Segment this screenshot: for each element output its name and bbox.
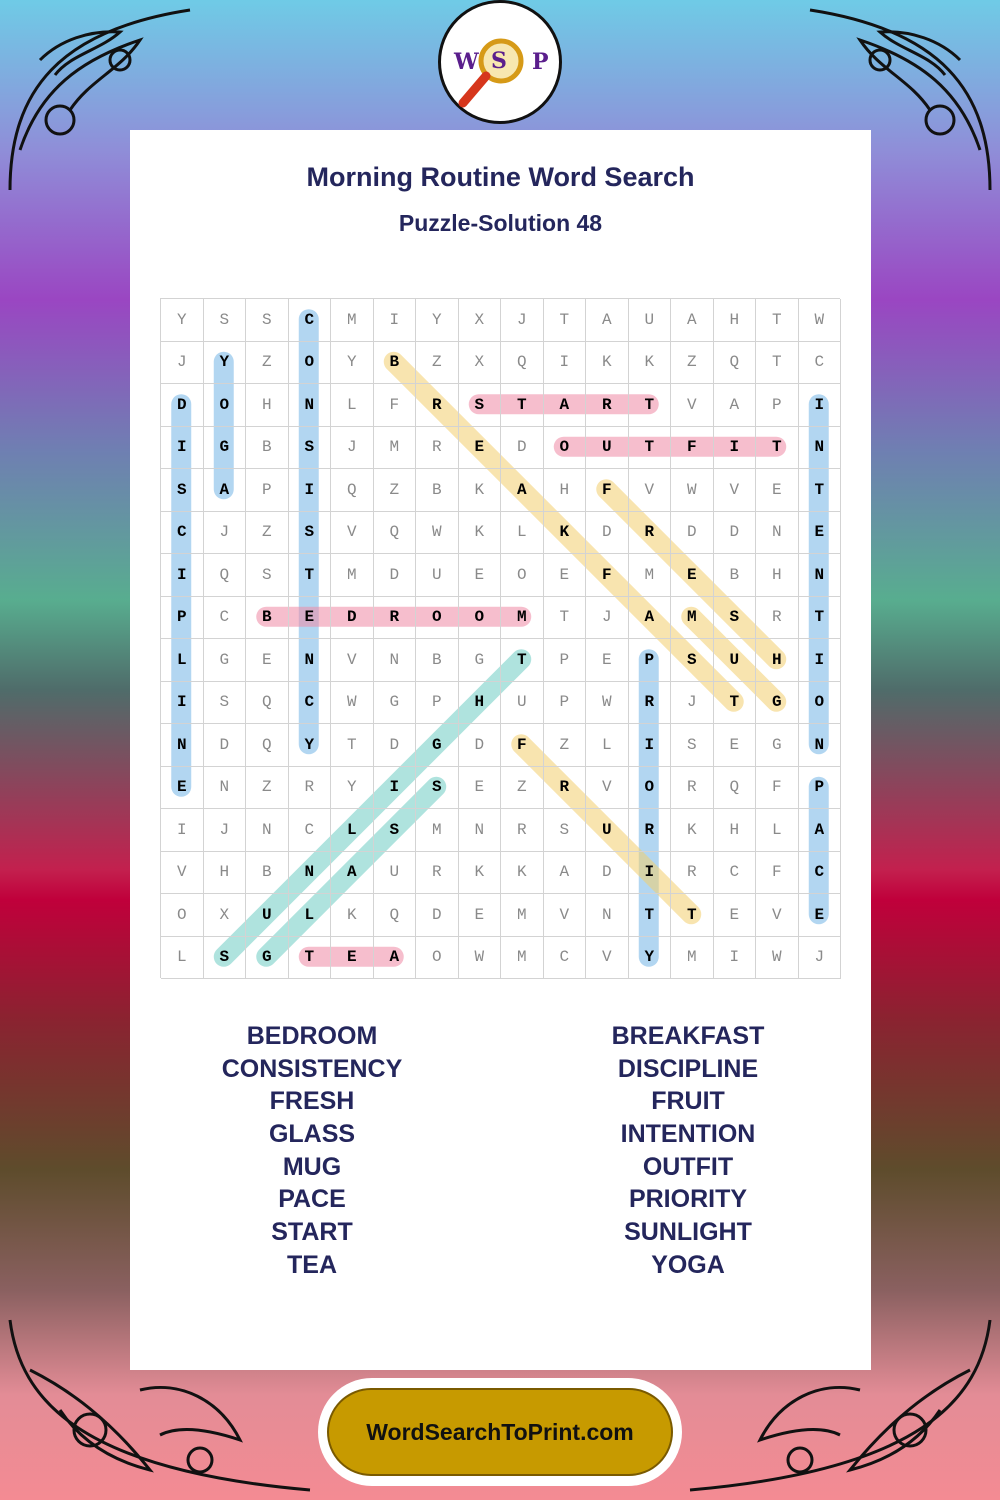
grid-cell[interactable]: I — [161, 427, 204, 470]
grid-cell[interactable]: E — [246, 639, 289, 682]
grid-cell[interactable]: U — [246, 894, 289, 937]
grid-cell[interactable]: V — [586, 937, 629, 980]
grid-cell[interactable]: U — [501, 682, 544, 725]
word-list-item: DISCIPLINE — [617, 1054, 759, 1083]
grid-cell[interactable]: Y — [416, 299, 459, 342]
grid-cell[interactable]: V — [629, 469, 672, 512]
grid-cell[interactable]: G — [756, 724, 799, 767]
grid-cell[interactable]: X — [204, 894, 247, 937]
grid-cell[interactable]: K — [544, 512, 587, 555]
grid-cell[interactable]: W — [459, 937, 502, 980]
grid-cell[interactable]: E — [331, 937, 374, 980]
grid-cell[interactable]: Z — [671, 342, 714, 385]
grid-cell[interactable]: L — [161, 937, 204, 980]
grid-cell[interactable]: U — [374, 852, 417, 895]
grid-cell[interactable]: P — [246, 469, 289, 512]
word-list-item: CONSISTENCY — [221, 1054, 403, 1083]
grid-cell[interactable]: P — [544, 682, 587, 725]
grid-cell[interactable]: I — [374, 767, 417, 810]
grid-cell[interactable]: K — [331, 894, 374, 937]
grid-cell[interactable]: D — [586, 512, 629, 555]
word-list-item: FRESH — [269, 1087, 355, 1116]
grid-cell[interactable]: O — [289, 342, 332, 385]
word-list-item: GLASS — [268, 1120, 356, 1149]
grid-cell[interactable]: E — [459, 767, 502, 810]
grid-cell[interactable]: M — [501, 937, 544, 980]
grid-cell[interactable]: Z — [246, 342, 289, 385]
word-list-item: BREAKFAST — [611, 1022, 765, 1050]
grid-cell[interactable]: E — [586, 639, 629, 682]
grid-cell[interactable]: N — [161, 724, 204, 767]
word-list-item: PACE — [278, 1185, 346, 1214]
grid-cell[interactable]: D — [459, 724, 502, 767]
grid-cell[interactable]: Q — [501, 342, 544, 385]
grid-cell[interactable]: T — [544, 597, 587, 640]
grid-cell[interactable]: T — [756, 342, 799, 385]
grid-cell[interactable]: M — [629, 554, 672, 597]
grid-cell[interactable]: V — [331, 639, 374, 682]
grid-cell[interactable]: T — [799, 469, 842, 512]
grid-cell[interactable]: F — [671, 427, 714, 470]
grid-cell[interactable]: Y — [629, 937, 672, 980]
grid-cell[interactable]: D — [204, 724, 247, 767]
grid-cell[interactable]: H — [756, 554, 799, 597]
grid-cell[interactable]: S — [289, 427, 332, 470]
grid-cell[interactable]: Y — [331, 342, 374, 385]
grid-cell[interactable]: O — [799, 682, 842, 725]
grid-cell[interactable]: O — [204, 384, 247, 427]
site-logo[interactable] — [438, 0, 562, 124]
word-list-item: TEA — [287, 1250, 337, 1279]
grid-cell[interactable]: J — [204, 512, 247, 555]
grid-cell[interactable]: H — [756, 639, 799, 682]
grid-cell[interactable]: P — [544, 639, 587, 682]
grid-cell[interactable]: Z — [501, 767, 544, 810]
grid-cell[interactable]: W — [586, 682, 629, 725]
grid-cell[interactable]: E — [714, 724, 757, 767]
grid-cell[interactable]: E — [756, 469, 799, 512]
grid-cell[interactable]: O — [416, 937, 459, 980]
grid-cell[interactable]: W — [671, 469, 714, 512]
grid-cell[interactable]: H — [544, 469, 587, 512]
grid-cell[interactable]: M — [374, 427, 417, 470]
grid-cell[interactable]: Q — [246, 724, 289, 767]
grid-cell[interactable]: P — [629, 639, 672, 682]
logo-letter-p: P — [532, 49, 549, 75]
grid-cell[interactable]: A — [629, 597, 672, 640]
grid-cell[interactable]: F — [756, 767, 799, 810]
grid-cell[interactable]: M — [331, 554, 374, 597]
grid-cell[interactable]: C — [714, 852, 757, 895]
grid-cell[interactable]: S — [416, 767, 459, 810]
grid-cell[interactable]: Y — [204, 342, 247, 385]
grid-cell[interactable]: T — [756, 299, 799, 342]
grid-cell[interactable]: N — [586, 894, 629, 937]
grid-cell[interactable]: S — [714, 597, 757, 640]
grid-cell[interactable]: A — [204, 469, 247, 512]
grid-cell[interactable]: D — [374, 724, 417, 767]
grid-cell[interactable]: K — [629, 342, 672, 385]
grid-cell[interactable]: R — [416, 384, 459, 427]
word-list-item: YOGA — [651, 1250, 725, 1279]
grid-cell[interactable]: J — [331, 427, 374, 470]
grid-cell[interactable]: S — [204, 682, 247, 725]
grid-cell[interactable]: C — [799, 342, 842, 385]
grid-cell[interactable]: I — [799, 639, 842, 682]
grid-cell[interactable]: C — [204, 597, 247, 640]
grid-cell[interactable]: F — [586, 469, 629, 512]
grid-cell[interactable]: E — [459, 894, 502, 937]
grid-cell[interactable]: N — [799, 427, 842, 470]
grid-cell[interactable]: M — [501, 894, 544, 937]
grid-cell[interactable]: D — [331, 597, 374, 640]
grid-cell[interactable]: B — [714, 554, 757, 597]
grid-cell[interactable]: E — [289, 597, 332, 640]
grid-cell[interactable]: T — [714, 682, 757, 725]
grid-cell[interactable]: L — [161, 639, 204, 682]
grid-cell[interactable]: J — [586, 597, 629, 640]
grid-cell[interactable]: N — [289, 384, 332, 427]
word-list-item: FRUIT — [651, 1087, 725, 1116]
grid-cell[interactable]: H — [714, 299, 757, 342]
grid-cell[interactable]: I — [289, 469, 332, 512]
grid-cell[interactable]: A — [671, 299, 714, 342]
grid-cell[interactable]: O — [416, 597, 459, 640]
grid-cell[interactable]: D — [714, 512, 757, 555]
grid-cell[interactable]: A — [544, 852, 587, 895]
grid-cell[interactable]: C — [799, 852, 842, 895]
grid-cell[interactable]: N — [289, 639, 332, 682]
grid-cell[interactable]: M — [416, 809, 459, 852]
grid-cell[interactable]: O — [459, 597, 502, 640]
grid-cell[interactable]: F — [756, 852, 799, 895]
grid-cell[interactable]: R — [289, 767, 332, 810]
grid-cell[interactable]: I — [374, 299, 417, 342]
grid-cell[interactable]: D — [374, 554, 417, 597]
grid-cell[interactable]: R — [671, 852, 714, 895]
grid-cell[interactable]: C — [289, 299, 332, 342]
grid-cell[interactable]: J — [161, 342, 204, 385]
grid-cell[interactable]: U — [416, 554, 459, 597]
grid-cell[interactable]: N — [289, 852, 332, 895]
grid-cell[interactable]: G — [756, 682, 799, 725]
grid-cell[interactable]: Q — [374, 512, 417, 555]
footer-site-link[interactable]: WordSearchToPrint.com — [327, 1388, 673, 1476]
grid-cell[interactable]: O — [501, 554, 544, 597]
grid-cell[interactable]: T — [799, 597, 842, 640]
grid-cell[interactable]: A — [374, 937, 417, 980]
grid-cell[interactable]: I — [161, 809, 204, 852]
grid-cell[interactable]: V — [331, 512, 374, 555]
grid-cell[interactable]: W — [799, 299, 842, 342]
grid-cell[interactable]: V — [756, 894, 799, 937]
grid-cell[interactable]: N — [799, 724, 842, 767]
grid-cell[interactable]: N — [459, 809, 502, 852]
grid-cell[interactable]: E — [714, 894, 757, 937]
grid-cell[interactable]: S — [459, 384, 502, 427]
grid-cell[interactable]: Q — [714, 767, 757, 810]
grid-cell[interactable]: K — [586, 342, 629, 385]
grid-cell[interactable]: P — [756, 384, 799, 427]
grid-cell[interactable]: D — [161, 384, 204, 427]
grid-cell[interactable]: W — [331, 682, 374, 725]
logo-letter-s: S — [491, 48, 507, 74]
grid-cell[interactable]: Z — [416, 342, 459, 385]
grid-cell[interactable]: E — [544, 554, 587, 597]
grid-cell[interactable]: B — [374, 342, 417, 385]
grid-cell[interactable]: T — [544, 299, 587, 342]
letter-grid — [160, 298, 840, 978]
grid-cell[interactable]: S — [544, 809, 587, 852]
grid-cell[interactable]: L — [586, 724, 629, 767]
grid-cell[interactable]: T — [671, 894, 714, 937]
grid-cell[interactable]: B — [416, 639, 459, 682]
grid-cell[interactable]: S — [204, 299, 247, 342]
grid-cell[interactable]: Q — [204, 554, 247, 597]
grid-cell[interactable]: J — [799, 937, 842, 980]
grid-cell[interactable]: C — [289, 682, 332, 725]
grid-cell[interactable]: J — [671, 682, 714, 725]
grid-cell[interactable]: R — [629, 682, 672, 725]
grid-cell[interactable]: L — [331, 809, 374, 852]
grid-cell[interactable]: U — [714, 639, 757, 682]
grid-cell[interactable]: P — [799, 767, 842, 810]
grid-cell[interactable]: V — [671, 384, 714, 427]
grid-cell[interactable]: G — [459, 639, 502, 682]
grid-cell[interactable]: R — [756, 597, 799, 640]
grid-cell[interactable]: H — [459, 682, 502, 725]
grid-cell[interactable]: R — [501, 809, 544, 852]
grid-cell[interactable]: J — [204, 809, 247, 852]
grid-cell[interactable]: Q — [714, 342, 757, 385]
grid-cell[interactable]: R — [416, 852, 459, 895]
grid-cell[interactable]: Z — [374, 469, 417, 512]
grid-cell[interactable]: T — [629, 894, 672, 937]
grid-cell[interactable]: Q — [246, 682, 289, 725]
grid-cell[interactable]: T — [289, 937, 332, 980]
grid-cell[interactable]: R — [629, 809, 672, 852]
grid-cell[interactable]: E — [799, 894, 842, 937]
grid-cell[interactable]: I — [161, 682, 204, 725]
grid-cell[interactable]: S — [246, 299, 289, 342]
word-search-grid — [160, 298, 840, 978]
grid-cell[interactable]: H — [246, 384, 289, 427]
grid-cell[interactable]: S — [671, 724, 714, 767]
grid-cell[interactable]: K — [671, 809, 714, 852]
grid-cell[interactable]: L — [331, 384, 374, 427]
grid-cell[interactable]: X — [459, 342, 502, 385]
grid-cell[interactable]: S — [204, 937, 247, 980]
grid-cell[interactable]: C — [544, 937, 587, 980]
grid-cell[interactable]: T — [331, 724, 374, 767]
grid-cell[interactable]: D — [416, 894, 459, 937]
grid-cell[interactable]: A — [501, 469, 544, 512]
grid-cell[interactable]: K — [459, 512, 502, 555]
grid-cell[interactable]: Y — [161, 299, 204, 342]
grid-cell[interactable]: H — [714, 809, 757, 852]
grid-cell[interactable]: Y — [289, 724, 332, 767]
grid-cell[interactable]: K — [501, 852, 544, 895]
grid-cell[interactable]: C — [289, 809, 332, 852]
grid-cell[interactable]: N — [204, 767, 247, 810]
grid-cell[interactable]: I — [629, 724, 672, 767]
grid-cell[interactable]: I — [714, 427, 757, 470]
grid-cell[interactable]: L — [756, 809, 799, 852]
grid-cell[interactable]: R — [416, 427, 459, 470]
grid-cell[interactable]: D — [586, 852, 629, 895]
grid-cell[interactable]: A — [331, 852, 374, 895]
word-list-item: PRIORITY — [628, 1185, 748, 1214]
grid-cell[interactable]: B — [246, 852, 289, 895]
grid-cell[interactable]: Q — [374, 894, 417, 937]
grid-cell[interactable]: R — [374, 597, 417, 640]
grid-cell[interactable]: K — [459, 852, 502, 895]
grid-cell[interactable]: B — [416, 469, 459, 512]
grid-cell[interactable]: W — [416, 512, 459, 555]
word-list-item: START — [271, 1218, 353, 1247]
grid-cell[interactable]: O — [544, 427, 587, 470]
grid-cell[interactable]: L — [289, 894, 332, 937]
grid-cell[interactable]: E — [671, 554, 714, 597]
grid-cell[interactable]: V — [544, 894, 587, 937]
grid-cell[interactable]: R — [671, 767, 714, 810]
grid-cell[interactable]: H — [204, 852, 247, 895]
grid-cell[interactable]: Z — [246, 512, 289, 555]
grid-cell[interactable]: T — [501, 639, 544, 682]
grid-cell[interactable]: Z — [246, 767, 289, 810]
grid-cell[interactable]: S — [246, 554, 289, 597]
grid-cell[interactable]: P — [161, 597, 204, 640]
grid-cell[interactable]: U — [586, 427, 629, 470]
grid-cell[interactable]: E — [459, 554, 502, 597]
grid-cell[interactable]: T — [629, 384, 672, 427]
word-list-item: OUTFIT — [642, 1152, 734, 1181]
grid-cell[interactable]: S — [671, 639, 714, 682]
grid-cell[interactable]: I — [629, 852, 672, 895]
grid-cell[interactable]: O — [161, 894, 204, 937]
grid-cell[interactable]: U — [586, 809, 629, 852]
grid-cell[interactable]: M — [501, 597, 544, 640]
grid-cell[interactable]: E — [799, 512, 842, 555]
grid-cell[interactable]: N — [799, 554, 842, 597]
word-list-right — [538, 1020, 838, 1282]
grid-cell[interactable]: Q — [331, 469, 374, 512]
grid-cell[interactable]: F — [501, 724, 544, 767]
grid-cell[interactable]: M — [671, 937, 714, 980]
grid-cell[interactable]: F — [374, 384, 417, 427]
grid-cell[interactable]: V — [586, 767, 629, 810]
grid-cell[interactable]: X — [459, 299, 502, 342]
grid-cell[interactable]: R — [586, 384, 629, 427]
word-list-item: SUNLIGHT — [624, 1218, 752, 1247]
grid-cell[interactable]: D — [501, 427, 544, 470]
grid-cell[interactable]: E — [161, 767, 204, 810]
grid-cell[interactable]: O — [629, 767, 672, 810]
grid-cell[interactable]: E — [459, 427, 502, 470]
grid-cell[interactable]: Y — [331, 767, 374, 810]
grid-cell[interactable]: N — [756, 512, 799, 555]
grid-cell[interactable]: N — [374, 639, 417, 682]
grid-cell[interactable]: Z — [544, 724, 587, 767]
grid-cell[interactable]: F — [586, 554, 629, 597]
grid-cell[interactable]: T — [289, 554, 332, 597]
grid-cell[interactable]: B — [246, 597, 289, 640]
grid-cell[interactable]: R — [544, 767, 587, 810]
grid-cell[interactable]: I — [161, 554, 204, 597]
grid-cell[interactable]: G — [204, 639, 247, 682]
logo-letter-w: W — [454, 49, 479, 75]
grid-cell[interactable]: W — [756, 937, 799, 980]
grid-cell[interactable]: J — [501, 299, 544, 342]
grid-cell[interactable]: P — [416, 682, 459, 725]
grid-cell[interactable]: S — [289, 512, 332, 555]
word-list-left — [162, 1020, 462, 1282]
grid-cell[interactable]: L — [501, 512, 544, 555]
page-title: Morning Routine Word Search — [306, 162, 695, 192]
grid-cell[interactable]: T — [501, 384, 544, 427]
grid-cell[interactable]: G — [204, 427, 247, 470]
grid-cell[interactable]: I — [544, 342, 587, 385]
grid-cell[interactable]: T — [756, 427, 799, 470]
word-list-item: INTENTION — [620, 1120, 756, 1149]
grid-cell[interactable]: M — [331, 299, 374, 342]
grid-cell[interactable]: V — [714, 469, 757, 512]
grid-cell[interactable]: T — [629, 427, 672, 470]
grid-cell[interactable]: G — [246, 937, 289, 980]
grid-cell[interactable]: S — [161, 469, 204, 512]
grid-cell[interactable]: D — [671, 512, 714, 555]
grid-cell[interactable]: I — [714, 937, 757, 980]
grid-cell[interactable]: N — [246, 809, 289, 852]
grid-cell[interactable]: G — [374, 682, 417, 725]
word-list-item: BEDROOM — [246, 1022, 378, 1050]
grid-cell[interactable]: K — [459, 469, 502, 512]
grid-cell[interactable]: R — [629, 512, 672, 555]
grid-cell[interactable]: V — [161, 852, 204, 895]
page-subtitle: Puzzle-Solution 48 — [398, 210, 603, 236]
grid-cell[interactable]: G — [416, 724, 459, 767]
grid-cell[interactable]: U — [629, 299, 672, 342]
grid-cell[interactable]: A — [714, 384, 757, 427]
grid-cell[interactable]: A — [544, 384, 587, 427]
word-list-item: MUG — [282, 1152, 342, 1181]
grid-cell[interactable]: A — [799, 809, 842, 852]
grid-cell[interactable]: B — [246, 427, 289, 470]
grid-cell[interactable]: C — [161, 512, 204, 555]
grid-cell[interactable]: A — [586, 299, 629, 342]
grid-cell[interactable]: M — [671, 597, 714, 640]
grid-cell[interactable]: S — [374, 809, 417, 852]
grid-cell[interactable]: I — [799, 384, 842, 427]
